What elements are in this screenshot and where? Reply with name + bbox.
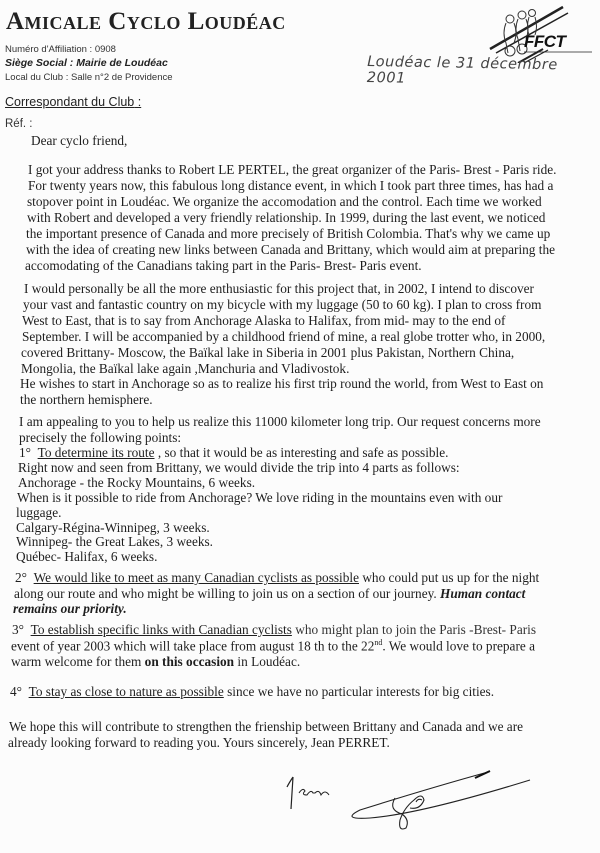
- point-2-line: [14, 587, 525, 600]
- paragraph-1-line: stopover point in Loudéac. We organize the accomodation and the control. Each time we worked: [27, 194, 542, 209]
- handwritten-signature-perret: [340, 770, 540, 835]
- point-1-title: To determine its route: [37, 445, 155, 460]
- paragraph-1-line: with Robert and developed a very friendly relationship. In 1999, during the last event, we noticed: [27, 210, 546, 225]
- point-3-occasion: on this occasion: [144, 654, 235, 669]
- paragraph-3-line: precisely the following points:: [19, 430, 182, 445]
- paragraph-2-line: September. I will be accompanied by a childhood friend of mine, a real globe trotter who, in 2000,: [22, 329, 546, 344]
- point-3-heading: [12, 623, 536, 636]
- paragraph-2-line: covered Brittany- Moscow, the Baïkal lake in Siberia in 2001 plus Pakistan, Northern China,: [21, 345, 515, 360]
- paragraph-2-line: He wishes to start in Anchorage so as to realize his first trip round the world, from West to East on: [20, 376, 544, 391]
- siege-social: Siège Social : Mairie de Loudéac: [5, 57, 168, 69]
- paragraph-2-line: Mongolia, the Baïkal lake again ,Manchuria and Vladivostok.: [21, 361, 350, 376]
- point-2-priority: remains our priority.: [13, 601, 127, 616]
- point-2-heading: [15, 571, 539, 584]
- point-3-line: [11, 639, 535, 653]
- paragraph-1-line: I got your address thanks to Robert LE PERTEL, the great organizer of the Paris- Brest - Paris ride.: [28, 162, 557, 177]
- point-1-line: Winnipeg- the Great Lakes, 3 weeks.: [16, 534, 213, 549]
- point-1-line: Right now and seen from Brittany, we would divide the trip into 4 parts as follows:: [18, 460, 460, 475]
- point-2-rest: who could put us up for the night: [359, 570, 540, 585]
- point-1-line: When is it possible to ride from Anchorage? We love riding in the mountains even with our: [17, 490, 503, 505]
- point-3-number: 3°: [12, 622, 24, 637]
- closing-line: already looking forward to reading you. Yours sincerely, Jean PERRET.: [8, 735, 390, 750]
- point-4-title: To stay as close to nature as possible: [28, 684, 224, 699]
- correspondant-label: Correspondant du Club: [5, 95, 135, 109]
- point-4-heading: [10, 685, 494, 698]
- salutation: Dear cyclo friend,: [31, 133, 128, 148]
- closing-line: We hope this will contribute to strengthen the frienship between Brittany and Canada and we are: [9, 719, 524, 734]
- point-1-line: Québec- Halifax, 6 weeks.: [16, 549, 158, 564]
- paragraph-2-line: the northern hemisphere.: [20, 392, 153, 407]
- paragraph-1-line: accomodating of the Canadians taking part in the Paris- Brest- Paris event.: [25, 258, 422, 273]
- point-2-line-text: along our route and who might be willing to join us on a section of our journey.: [14, 586, 441, 601]
- point-4-number: 4°: [10, 684, 22, 699]
- point-3-place: in Loudéac.: [234, 654, 301, 669]
- point-3-line-text: event of year 2003 which will take place from august 18 th to the 22: [11, 638, 375, 654]
- point-3-welcome: warm welcome for them: [11, 654, 145, 669]
- point-2-emphasis: Human contact: [440, 586, 526, 601]
- point-1-number: 1°: [19, 445, 31, 460]
- point-3-line-end: . We would love to prepare a: [382, 638, 536, 654]
- paragraph-2-line: West to East, that is to say from Anchorage Alaska to Halifax, from mid- may to the end of: [22, 313, 506, 328]
- point-3-rest: who might plan to join the Paris -Brest- Paris: [291, 622, 537, 637]
- point-1-line: Calgary-Régina-Winnipeg, 3 weeks.: [16, 520, 210, 535]
- paragraph-1-line: For twenty years now, this fabulous long distance event, in which I took part three times, has had a: [28, 178, 554, 193]
- point-1-line: luggage.: [16, 505, 62, 520]
- paragraph-1-line: with the idea of creating new links between Canada and Brittany, which would aim at preparing the: [26, 242, 555, 257]
- point-1-rest: , so that it would be as interesting and safe as possible.: [154, 445, 449, 460]
- local-du-club: Local du Club : Salle n°2 de Providence: [5, 72, 173, 83]
- paragraph-1-line: the important presence of Canada and more precisely of British Colombia. That's why we came up: [26, 226, 551, 241]
- club-name: Amicale Cyclo Loudéac: [6, 8, 286, 35]
- affiliation-number: Numéro d'Affiliation : 0908: [5, 44, 116, 55]
- point-2-title: We would like to meet as many Canadian cyclists as possible: [33, 570, 359, 585]
- ffct-logo-text: FFCT: [524, 32, 566, 51]
- correspondant-heading: [5, 95, 141, 109]
- point-4-rest: since we have no particular interests for big cities.: [223, 684, 495, 699]
- point-1-heading: [19, 446, 448, 459]
- paragraph-3-line: I am appealing to you to help us realize this 11000 kilometer long trip. Our request concerns more: [19, 414, 541, 429]
- paragraph-2-line: your vast and fantastic country on my bicycle with my luggage (50 to 60 kg). I plan to cross from: [23, 297, 542, 312]
- correspondant-colon: :: [134, 95, 142, 109]
- point-3-title: To establish specific links with Canadian cyclists: [30, 622, 292, 637]
- point-3-line: [11, 655, 300, 668]
- ffct-logo: [488, 5, 593, 63]
- paragraph-2-line: I would personally be all the more enthusiastic for this project that, in 2002, I intend to discover: [24, 281, 534, 296]
- handwritten-signature-jean: [285, 773, 335, 813]
- reference-label: Réf. :: [5, 118, 33, 130]
- handwritten-date: Loudéac le 31 décembre 2001: [366, 53, 558, 87]
- point-2-number: 2°: [15, 570, 27, 585]
- point-3-superscript: nd: [374, 638, 383, 647]
- point-1-line: Anchorage - the Rocky Mountains, 6 weeks.: [18, 475, 256, 490]
